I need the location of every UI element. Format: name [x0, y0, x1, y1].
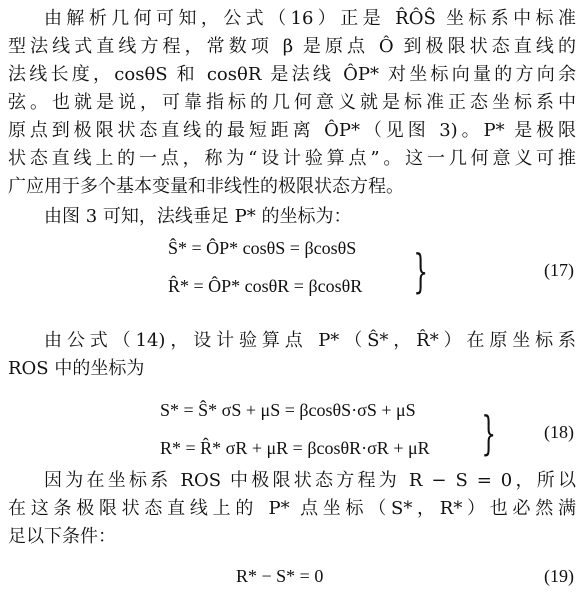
para2-line: 由图 3 可知，法线垂足 P* 的坐标为：: [44, 206, 352, 227]
eq17-line-1: Ŝ* = ÔP* cosθS = βcosθS: [168, 238, 357, 258]
para1-line-2: 型法线式直线方程，常数项 β 是原点 Ô 到极限状态直线的: [8, 36, 576, 57]
eq19-number: (19): [544, 566, 574, 586]
eq17-line-2: R̂* = ÔP* cosθR = βcosθR: [168, 276, 363, 296]
eq18-brace: }: [481, 406, 496, 460]
para1-line-4: 弦。也就是说，可靠指标的几何意义就是标准正态坐标系中: [8, 92, 576, 113]
para3-line-2: ROS 中的坐标为: [8, 358, 145, 379]
eq17-number: (17): [544, 260, 574, 280]
eq18-line-1: S* = Ŝ* σS + μS = βcosθS·σS + μS: [160, 400, 416, 420]
para1-line-7: 广应用于多个基本变量和非线性的极限状态方程。: [8, 176, 404, 197]
para1-line-5: 原点到极限状态直线的最短距离 ÔP*（见图 3)。P* 是极限: [8, 120, 576, 141]
para1-line-1: 由解析几何可知，公式（16）正是 R̂ÔŜ 坐标系中标准: [44, 8, 576, 29]
eq18-number: (18): [544, 422, 574, 442]
para4-line-3: 足以下条件：: [8, 526, 116, 547]
para3-line-1: 由公式（14)，设计验算点 P*（Ŝ*，R̂*）在原坐标系: [44, 330, 576, 351]
para4-line-2: 在这条极限状态直线上的 P* 点坐标（S*，R*）也必然满: [8, 498, 576, 519]
eq18-line-2: R* = R̂* σR + μR = βcosθR·σR + μR: [160, 438, 430, 458]
para1-line-6: 状态直线上的一点，称为“设计验算点”。这一几何意义可推: [8, 148, 576, 169]
eq17-brace: }: [413, 244, 428, 298]
para4-line-1: 因为在坐标系 ROS 中极限状态方程为 R − S = 0，所以: [44, 470, 576, 491]
para1-line-3: 法线长度，cosθS 和 cosθR 是法线 ÔP* 对坐标向量的方向余: [8, 64, 576, 85]
eq19-line: R* − S* = 0: [236, 566, 324, 586]
